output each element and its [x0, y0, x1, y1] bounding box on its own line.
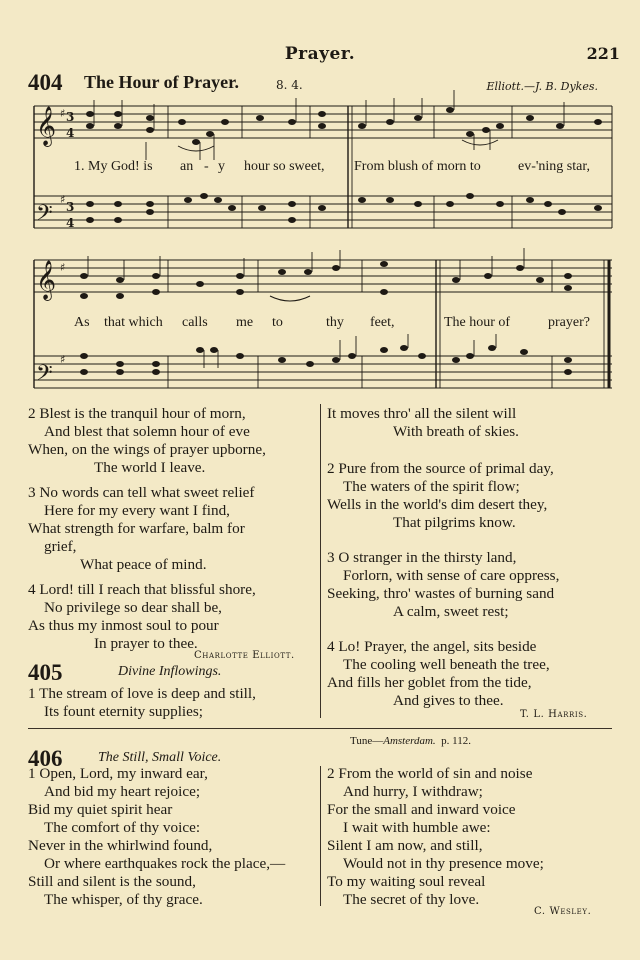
verse-line: For the small and inward voice — [327, 801, 516, 818]
hymn-406-verse-1 — [28, 765, 285, 909]
verse-line: Or where earthquakes rock the place,— — [44, 855, 286, 872]
verse-line: As thus my inmost soul to pour — [28, 617, 219, 634]
hymn-406-tune — [350, 735, 471, 747]
verse-line: The secret of thy love. — [343, 891, 480, 908]
verse-line: Wells in the world's dim desert they, — [327, 496, 548, 513]
lyric-line-2-syllable: to — [272, 315, 283, 330]
section-divider — [28, 728, 612, 729]
hymn-404-credit: Elliott.—J. B. Dykes. — [486, 80, 598, 93]
lyric-line-2-syllable: calls — [182, 315, 208, 330]
lyric-line-1-syllable: ev-'ning star, — [518, 159, 590, 174]
verse-line: And fills her goblet from the tide, — [327, 674, 532, 691]
hymn-405-verse-1-cont — [327, 405, 519, 441]
lyric-line-2-syllable: prayer? — [548, 315, 590, 330]
verse-line: 1 Open, Lord, my inward ear, — [28, 765, 208, 782]
svg-text:3: 3 — [66, 200, 75, 214]
svg-text:♯: ♯ — [60, 353, 66, 366]
hymn-405-verse-1 — [28, 685, 256, 721]
hymn-405-author: T. L. Harris. — [520, 709, 588, 720]
tune-name: Amsterdam. — [383, 735, 436, 747]
verse-line: The waters of the spirit flow; — [343, 478, 520, 495]
verse-line: And bid my heart rejoice; — [44, 783, 201, 800]
verse-line: In prayer to thee. — [94, 635, 198, 652]
verse-line: To my waiting soul reveal — [327, 873, 486, 890]
verse-line: When, on the wings of prayer upborne, — [28, 441, 266, 458]
verse-line: The whisper, of thy grace. — [44, 891, 203, 908]
verse-line: It moves thro' all the silent will — [327, 405, 517, 422]
svg-text:3: 3 — [66, 110, 75, 124]
verse-line: 2 Pure from the source of primal day, — [327, 460, 554, 477]
hymn-405-verse-2 — [327, 460, 554, 532]
lyric-line-2-syllable: that which — [104, 315, 163, 330]
verse-line: Forlorn, with sense of care oppress, — [343, 567, 560, 584]
hymn-404-title: The Hour of Prayer. — [84, 72, 239, 92]
verse-line: 3 No words can tell what sweet relief — [28, 484, 255, 501]
lyric-line-1-syllable: y — [218, 159, 225, 174]
lyric-line-2-syllable: feet, — [370, 315, 395, 330]
verse-line: Silent I am now, and still, — [327, 837, 483, 854]
verse-line: Its fount eternity supplies; — [44, 703, 204, 720]
verse-line: And hurry, I withdraw; — [343, 783, 483, 800]
verse-line: No privilege so dear shall be, — [44, 599, 222, 616]
verse-line: 4 Lo! Prayer, the angel, sits beside — [327, 638, 537, 655]
hymn-404-meter: 8. 4. — [276, 78, 303, 92]
verse-line: Bid my quiet spirit hear — [28, 801, 173, 818]
verse-line: The world I leave. — [94, 459, 206, 476]
verse-line: What strength for warfare, balm for — [28, 520, 245, 537]
verse-line: With breath of skies. — [393, 423, 519, 440]
lyric-line-2-syllable: The hour of — [444, 315, 511, 330]
hymn-404-number: 404 — [28, 70, 63, 95]
hymn-404-verse-2 — [28, 405, 266, 477]
verse-line: That pilgrims know. — [393, 514, 516, 531]
verse-line: Seeking, thro' wastes of burning sand — [327, 585, 555, 602]
system-1-treble-staff — [34, 106, 612, 138]
bass-clef-icon: 𝄢 — [36, 201, 53, 231]
page-header-title: Prayer. — [284, 44, 356, 64]
verse-line: 4 Lord! till I reach that blissful shore, — [28, 581, 256, 598]
lyric-line-1-syllable: From blush of morn to — [354, 159, 481, 174]
lyric-line-1-syllable: an — [180, 159, 194, 174]
lyric-line-1-syllable: hour so sweet, — [244, 159, 325, 174]
verse-line: Never in the whirlwind found, — [28, 837, 213, 854]
svg-text:♯: ♯ — [60, 193, 66, 206]
verse-line: 2 From the world of sin and noise — [327, 765, 533, 782]
hymn-405-verse-3 — [327, 549, 559, 621]
system-2-treble-staff — [34, 260, 612, 292]
verse-line: 2 Blest is the tranquil hour of morn, — [28, 405, 246, 422]
system-1-bass-staff — [34, 196, 612, 228]
column-divider — [320, 404, 321, 718]
verse-line: Would not in thy presence move; — [343, 855, 544, 872]
verse-line: And gives to thee. — [393, 692, 504, 709]
lyric-line-1-syllable: - — [204, 159, 209, 174]
treble-clef-icon: 𝄞 — [36, 260, 57, 300]
verse-line: I wait with humble awe: — [343, 819, 491, 836]
tune-label: Tune— — [350, 735, 384, 747]
music-score — [0, 0, 640, 400]
lyric-line-2-syllable: me — [236, 315, 254, 330]
hymn-404-author: Charlotte Elliott. — [194, 650, 295, 661]
lyric-line-1-syllable: 1. My God! is — [74, 159, 153, 174]
lyric-line-2-syllable: As — [74, 315, 90, 330]
hymn-406-verse-2 — [327, 765, 544, 909]
hymn-405-number: 405 — [28, 660, 63, 685]
verse-line: A calm, sweet rest; — [393, 603, 509, 620]
verse-line: The cooling well beneath the tree, — [343, 656, 550, 673]
hymn-405-title: Divine Inflowings. — [118, 664, 222, 679]
verse-line: The comfort of thy voice: — [44, 819, 201, 836]
page-number: 221 — [586, 44, 620, 63]
verse-line: Here for my every want I find, — [44, 502, 230, 519]
hymn-406-author: C. Wesley. — [534, 906, 592, 917]
bass-clef-icon: 𝄢 — [36, 361, 53, 391]
verse-line: 3 O stranger in the thirsty land, — [327, 549, 517, 566]
hymn-406-number: 406 — [28, 746, 63, 771]
column-divider — [320, 766, 321, 906]
lyric-line-2-syllable: thy — [326, 315, 344, 330]
hymn-406-title: The Still, Small Voice. — [98, 750, 222, 765]
verse-line: What peace of mind. — [80, 556, 207, 573]
svg-text:4: 4 — [66, 216, 75, 230]
treble-clef-icon: 𝄞 — [36, 106, 57, 146]
verse-line: 1 The stream of love is deep and still, — [28, 685, 256, 702]
svg-text:♯: ♯ — [60, 107, 66, 120]
svg-text:4: 4 — [66, 126, 75, 140]
verse-line: grief, — [44, 538, 77, 555]
verse-line: And blest that solemn hour of eve — [44, 423, 250, 440]
svg-text:♯: ♯ — [60, 261, 66, 274]
hymn-404-verse-4 — [28, 581, 256, 653]
hymn-404-verse-3 — [28, 484, 254, 574]
tune-page: p. 112. — [441, 735, 472, 747]
verse-line: Still and silent is the sound, — [28, 873, 196, 890]
hymn-405-verse-4 — [327, 638, 550, 710]
